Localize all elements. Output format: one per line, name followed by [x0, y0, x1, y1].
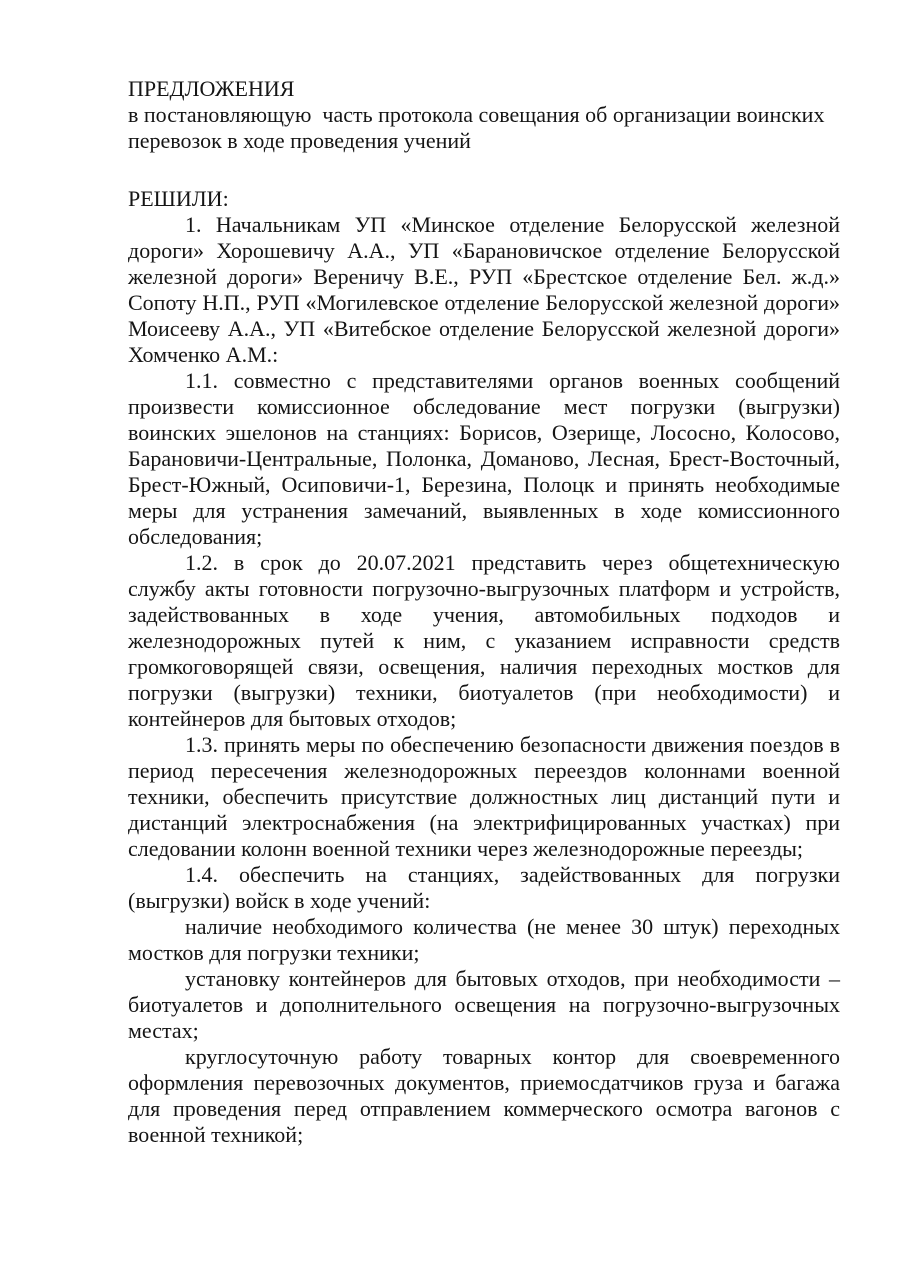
section-heading-resolved: РЕШИЛИ:: [128, 186, 229, 211]
paragraph-1-4: 1.4. обеспечить на станциях, задействованных для погрузки (выгрузки) войск в ходе учений:: [128, 862, 840, 913]
page-title: ПРЕДЛОЖЕНИЯ: [128, 76, 295, 101]
page-subtitle: в постановляющую часть протокола совещания об организации воинских перевозок в ходе проведения учений: [128, 102, 830, 153]
paragraph-1-4-item-2: установку контейнеров для бытовых отходов, при необходимости – биотуалетов и дополнительного освещения на погрузочно-выгрузочных местах;: [128, 966, 840, 1043]
document-content: [128, 76, 840, 1148]
paragraph-1-2: 1.2. в срок до 20.07.2021 представить через общетехническую службу акты готовности погрузочно-выгрузочных платформ и устройств, задействованных в ходе учения, автомобильных подходов и железнодорожных путей к ним, с указанием исправности средств громкоговорящей связи, освещения, наличия переходных мостков для погрузки (выгрузки) техники, биотуалетов (при необходимости) и контейнеров для бытовых отходов;: [128, 550, 840, 731]
paragraph-1-4-item-3: круглосуточную работу товарных контор для своевременного оформления перевозочных документов, приемосдатчиков груза и багажа для проведения перед отправлением коммерческого осмотра вагонов с военной техникой;: [128, 1044, 840, 1147]
paragraph-1-3: 1.3. принять меры по обеспечению безопасности движения поездов в период пересечения железнодорожных переездов колоннами военной техники, обеспечить присутствие должностных лиц дистанций пути и дистанций электроснабжения (на электрифицированных участках) при следовании колонн военной техники через железнодорожные переезды;: [128, 732, 840, 861]
paragraph-1-4-item-1: наличие необходимого количества (не менее 30 штук) переходных мостков для погрузки техники;: [128, 914, 840, 965]
paragraph-1-1: 1.1. совместно с представителями органов военных сообщений произвести комиссионное обследование мест погрузки (выгрузки) воинских эшелонов на станциях: Борисов, Озерище, Лососно, Колосово, Барановичи-Центральные, Полонка, Доманово, Лесная, Брест-Восточный, Брест-Южный, Осиповичи-1, Березина, Полоцк и принять необходимые меры для устранения замечаний, выявленных в ходе комиссионного обследования;: [128, 368, 840, 549]
paragraph-1: 1. Начальникам УП «Минское отделение Белорусской железной дороги» Хорошевичу А.А., УП «Барановичское отделение Белорусской железной дороги» Вереничу В.Е., РУП «Брестское отделение Бел. ж.д.» Сопоту Н.П., РУП «Могилевское отделение Белорусской железной дороги» Моисееву А.А., УП «Витебское отделение Белорусской железной дороги» Хомченко А.М.:: [128, 212, 840, 367]
